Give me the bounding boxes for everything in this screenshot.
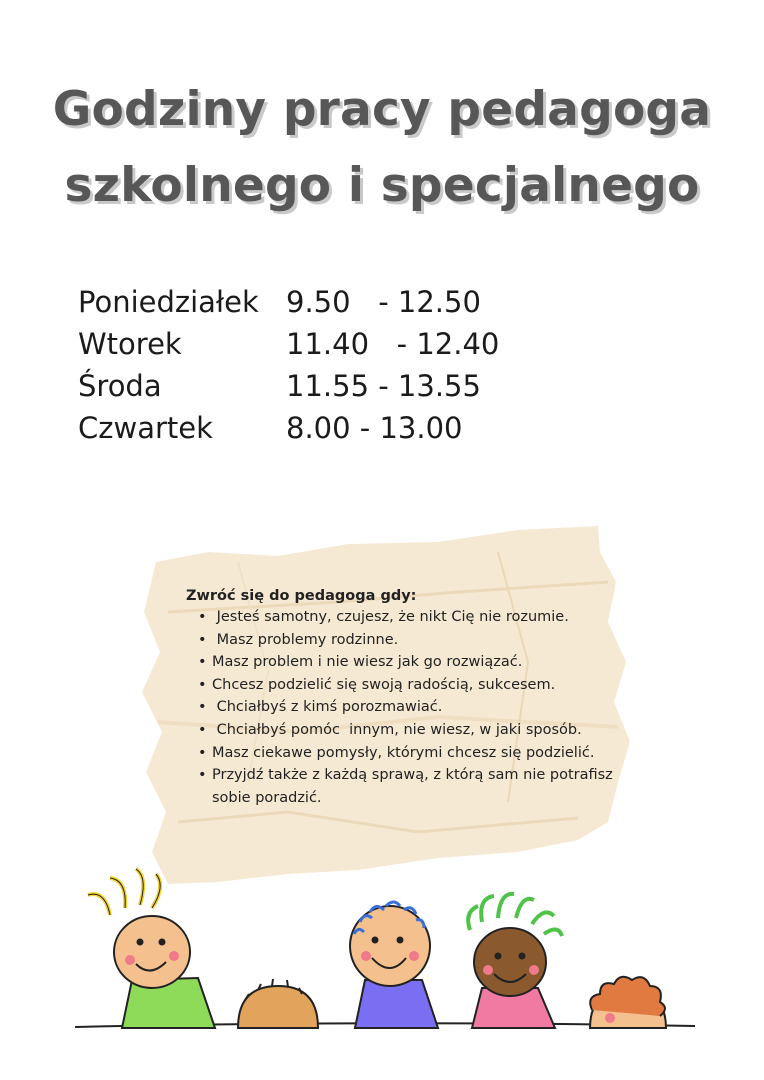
schedule-hours: 9.50 - 12.50 — [286, 285, 481, 319]
child-green-hair — [468, 894, 562, 1028]
list-item: • Masz problemy rodzinne. — [186, 629, 626, 652]
schedule-row — [78, 369, 499, 411]
child-yellow-hair — [88, 869, 215, 1028]
schedule-table — [78, 285, 499, 453]
child-short-brown — [238, 979, 318, 1028]
schedule-hours: 11.55 - 13.55 — [286, 369, 481, 403]
schedule-day: Środa — [78, 369, 162, 403]
list-item: • Masz ciekawe pomysły, którymi chcesz się podzielić. — [186, 742, 626, 765]
page-title-line1: Godziny pracy pedagoga — [52, 82, 712, 137]
schedule-row — [78, 327, 499, 369]
info-box — [186, 588, 626, 809]
page-title-line2: szkolnego i specjalnego — [64, 158, 700, 213]
info-list — [186, 606, 626, 809]
list-item: • Masz problem i nie wiesz jak go rozwiązać. — [186, 651, 626, 674]
schedule-day: Czwartek — [78, 411, 213, 445]
info-heading: Zwróć się do pedagoga gdy: — [186, 588, 417, 604]
schedule-row — [78, 411, 499, 453]
list-item: • Chciałbyś z kimś porozmawiać. — [186, 696, 626, 719]
list-item: • Chcesz podzielić się swoją radością, sukcesem. — [186, 674, 626, 697]
child-blue-hair — [350, 902, 438, 1028]
schedule-row — [78, 285, 499, 327]
list-item: • Przyjdź także z każdą sprawą, z którą sam nie potrafisz sobie poradzić. — [186, 764, 626, 809]
list-item: • Chciałbyś pomóc innym, nie wiesz, w jaki sposób. — [186, 719, 626, 742]
schedule-day: Wtorek — [78, 327, 182, 361]
child-orange-hair — [590, 977, 666, 1028]
schedule-hours: 11.40 - 12.40 — [286, 327, 500, 361]
list-item: • Jesteś samotny, czujesz, że nikt Cię nie rozumie. — [186, 606, 626, 629]
schedule-hours: 8.00 - 13.00 — [286, 411, 463, 445]
children-cartoon-icon — [70, 860, 710, 1040]
schedule-day: Poniedziałek — [78, 285, 259, 319]
